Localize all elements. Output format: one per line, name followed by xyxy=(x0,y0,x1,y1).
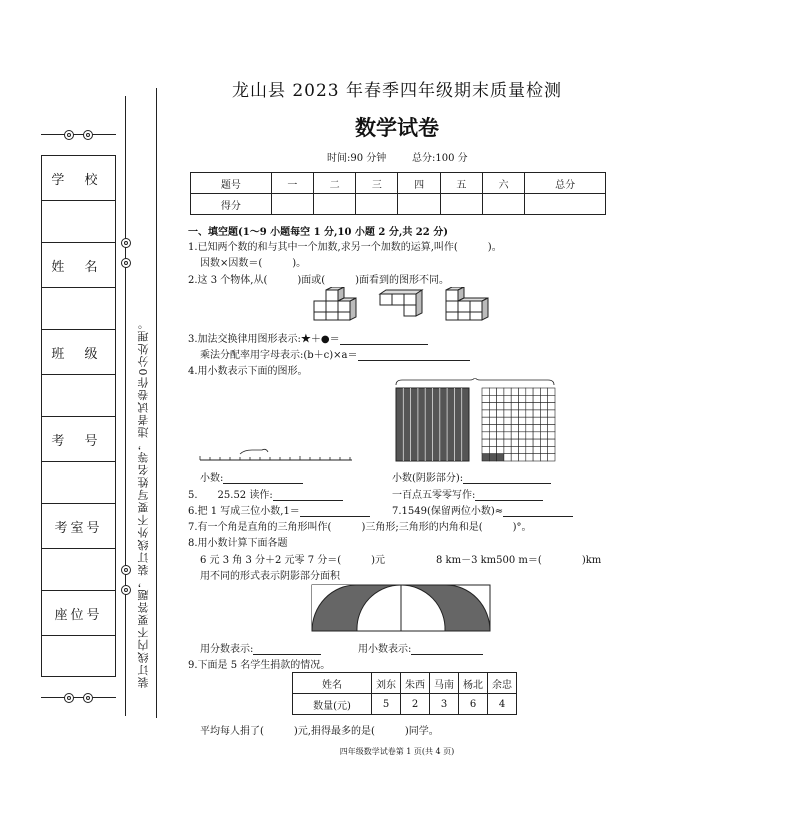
grid-cell xyxy=(533,388,540,395)
answer-blank[interactable] xyxy=(463,483,551,484)
binder-field-blank xyxy=(41,200,116,242)
question-6b-text: 7.1549(保留两位小数)≈ xyxy=(392,506,504,517)
shaded-area-figure xyxy=(311,584,491,632)
grid-cell xyxy=(533,417,540,424)
cube-figure-1 xyxy=(314,287,356,320)
binding-hole-icon xyxy=(121,238,131,248)
grid-cell xyxy=(489,439,496,446)
binder-field-seat xyxy=(41,590,116,635)
table-row xyxy=(293,694,517,715)
grid-cell xyxy=(548,417,555,424)
binder-field-blank xyxy=(41,287,116,329)
grid-cell xyxy=(526,446,533,453)
grid-cell xyxy=(511,425,518,432)
table-header-cell: 姓名 xyxy=(293,673,372,694)
question-3-text: 3.加法交换律用图形表示:★＋●＝ xyxy=(188,334,340,345)
grid-cell xyxy=(489,417,496,424)
answer-blank[interactable] xyxy=(300,516,370,517)
question-3 xyxy=(188,330,428,345)
grid-cell xyxy=(497,395,504,402)
question-5b xyxy=(392,486,543,501)
grid-cell xyxy=(504,454,511,461)
grid-cell xyxy=(489,410,496,417)
binder-field-label: 学 校 xyxy=(51,172,106,188)
grid-cell xyxy=(482,417,489,424)
grid-cell xyxy=(497,454,504,461)
score-input-cell[interactable] xyxy=(398,194,440,215)
grid-cell xyxy=(533,403,540,410)
binding-hole-icon xyxy=(121,258,131,268)
binder-field-school xyxy=(41,155,116,200)
exam-total-score: 总分:100 分 xyxy=(412,153,468,164)
hundredths-grid xyxy=(482,388,555,461)
grid-cell xyxy=(504,439,511,446)
grid-cell xyxy=(489,446,496,453)
question-4-left-label: 小数: xyxy=(200,473,224,484)
score-cell: 六 xyxy=(483,173,525,194)
grid-cell xyxy=(489,454,496,461)
grid-cell xyxy=(511,432,518,439)
grid-cell xyxy=(540,417,547,424)
grid-cell xyxy=(519,439,526,446)
grid-cell xyxy=(540,395,547,402)
grid-cell xyxy=(548,410,555,417)
score-input-cell[interactable] xyxy=(271,194,313,215)
grid-cell xyxy=(504,417,511,424)
question-4: 4.用小数表示下面的图形。 xyxy=(188,366,308,377)
table-header-cell: 杨北 xyxy=(459,673,488,694)
answer-blank[interactable] xyxy=(340,344,428,345)
question-8: 8.用小数计算下面各题 xyxy=(188,538,288,549)
grid-cell xyxy=(482,403,489,410)
grid-cell xyxy=(548,439,555,446)
grid-cell xyxy=(497,425,504,432)
grid-cell xyxy=(533,395,540,402)
grid-cell xyxy=(519,403,526,410)
question-6a-text: 6.把 1 写成三位小数,1＝ xyxy=(188,506,300,517)
page-footer: 四年级数学试卷第 1 页(共 4 页) xyxy=(339,747,455,756)
grid-cell xyxy=(526,439,533,446)
grid-cell xyxy=(548,395,555,402)
grid-cell xyxy=(497,388,504,395)
question-5a xyxy=(188,486,343,501)
binding-line xyxy=(156,88,157,718)
table-header-cell: 余忠 xyxy=(488,673,517,694)
grid-cell xyxy=(548,454,555,461)
score-table-row xyxy=(191,173,606,194)
binder-field-label: 班 级 xyxy=(51,346,106,362)
score-cell: 二 xyxy=(313,173,355,194)
binder-field-blank xyxy=(41,635,116,677)
binding-hole-icon xyxy=(121,585,131,595)
grid-cell xyxy=(482,446,489,453)
question-3b xyxy=(200,346,470,361)
answer-blank[interactable] xyxy=(475,500,543,501)
grid-cell xyxy=(540,410,547,417)
grid-cell xyxy=(526,454,533,461)
grid-cell xyxy=(497,446,504,453)
question-8d xyxy=(200,640,321,655)
table-cell: 3 xyxy=(430,694,459,715)
grid-cell xyxy=(511,439,518,446)
grid-cell xyxy=(548,446,555,453)
grid-cell xyxy=(511,417,518,424)
grid-cell xyxy=(504,395,511,402)
score-input-cell[interactable] xyxy=(483,194,525,215)
answer-blank[interactable] xyxy=(503,516,573,517)
score-input-cell[interactable] xyxy=(356,194,398,215)
score-cell: 四 xyxy=(398,173,440,194)
binder-bottom-ornament xyxy=(41,697,116,699)
grid-cell xyxy=(511,446,518,453)
binder-field-exam-no xyxy=(41,416,116,461)
grid-cell xyxy=(504,403,511,410)
answer-blank[interactable] xyxy=(358,360,470,361)
grid-cell xyxy=(497,403,504,410)
grid-cell xyxy=(504,432,511,439)
grid-cell xyxy=(482,439,489,446)
question-8e-text: 用小数表示: xyxy=(358,644,412,655)
grid-cell xyxy=(489,432,496,439)
donation-table xyxy=(292,672,517,715)
table-header-cell: 朱西 xyxy=(401,673,430,694)
question-8b: 8 km－3 km500 m＝( )km xyxy=(436,555,602,566)
cube-figures xyxy=(310,287,500,323)
grid-cell xyxy=(519,454,526,461)
question-4-right-label: 小数(阴影部分): xyxy=(392,473,464,484)
question-8a: 6 元 3 角 3 分＋2 元零 7 分＝( )元 xyxy=(200,555,386,566)
grid-cell xyxy=(504,425,511,432)
grid-cell xyxy=(526,410,533,417)
grid-cell xyxy=(511,403,518,410)
grid-cell xyxy=(540,388,547,395)
binder-ring-icon xyxy=(83,693,93,703)
score-cell: 题号 xyxy=(191,173,272,194)
grid-cell xyxy=(482,425,489,432)
exam-subject: 数学试卷 xyxy=(355,115,439,140)
grid-cell xyxy=(533,410,540,417)
answer-blank[interactable] xyxy=(223,483,303,484)
grid-cell xyxy=(482,410,489,417)
grid-cell xyxy=(482,395,489,402)
binder-field-label: 考室号 xyxy=(54,520,103,536)
grid-cell xyxy=(504,388,511,395)
grid-cell xyxy=(533,439,540,446)
striped-bars-figure xyxy=(392,378,558,464)
grid-cell xyxy=(511,410,518,417)
table-cell: 数量(元) xyxy=(293,694,372,715)
table-cell: 4 xyxy=(488,694,517,715)
grid-cell xyxy=(497,417,504,424)
question-9: 9.下面是 5 名学生捐款的情况。 xyxy=(188,660,331,671)
grid-cell xyxy=(489,388,496,395)
grid-cell xyxy=(540,446,547,453)
binder-ring-icon xyxy=(64,693,74,703)
question-4-left xyxy=(200,469,303,484)
question-1b: 因数×因数＝( )。 xyxy=(200,258,307,269)
question-8d-text: 用分数表示: xyxy=(200,644,254,655)
grid-cell xyxy=(526,395,533,402)
grid-cell xyxy=(548,432,555,439)
grid-cell xyxy=(526,417,533,424)
grid-cell xyxy=(548,425,555,432)
question-2: 2.这 3 个物体,从( )面或( )面看到的图形不同。 xyxy=(188,275,450,286)
grid-cell xyxy=(540,403,547,410)
score-cell: 五 xyxy=(440,173,482,194)
grid-cell xyxy=(540,439,547,446)
exam-title: 龙山县 2023 年春季四年级期末质量检测 xyxy=(231,81,563,101)
grid-cell xyxy=(489,403,496,410)
grid-cell xyxy=(519,432,526,439)
grid-cell xyxy=(526,388,533,395)
table-header-cell: 刘东 xyxy=(372,673,401,694)
binding-notice: 装订线内不要答题，装订线外不要写姓名等，违者试卷作0分处理。 xyxy=(137,317,150,688)
grid-cell xyxy=(519,410,526,417)
cube-figure-3 xyxy=(446,287,488,320)
grid-cell xyxy=(497,410,504,417)
exam-time: 时间:90 分钟 xyxy=(327,153,387,164)
answer-blank[interactable] xyxy=(253,654,321,655)
question-8e xyxy=(358,640,483,655)
grid-cell xyxy=(511,388,518,395)
binder-field-label: 座位号 xyxy=(54,607,103,623)
score-input-cell[interactable] xyxy=(313,194,355,215)
question-5b-text: 一百点五零零写作: xyxy=(392,490,476,501)
cube-figure-2 xyxy=(380,290,422,316)
binder-field-class xyxy=(41,329,116,374)
table-cell: 2 xyxy=(401,694,430,715)
binder-field-label: 考 号 xyxy=(51,433,106,449)
grid-cell xyxy=(526,432,533,439)
grid-cell xyxy=(511,395,518,402)
grid-cell xyxy=(497,439,504,446)
binding-line xyxy=(125,96,126,716)
grid-cell xyxy=(533,432,540,439)
binder-field-room xyxy=(41,503,116,548)
grid-cell xyxy=(526,403,533,410)
question-8c: 用不同的形式表示阴影部分面积 xyxy=(200,571,340,582)
grid-cell xyxy=(504,446,511,453)
tenths-bars xyxy=(396,388,469,461)
grid-cell xyxy=(533,425,540,432)
question-5a-text: 5. 25.52 读作: xyxy=(188,490,273,501)
grid-cell xyxy=(482,388,489,395)
grid-cell xyxy=(548,388,555,395)
grid-cell xyxy=(519,417,526,424)
grid-cell xyxy=(519,395,526,402)
table-row xyxy=(293,673,517,694)
grid-cell xyxy=(489,425,496,432)
question-6a xyxy=(188,502,370,517)
grid-cell xyxy=(482,432,489,439)
grid-cell xyxy=(497,432,504,439)
grid-cell xyxy=(526,425,533,432)
grid-cell xyxy=(548,403,555,410)
score-cell: 三 xyxy=(356,173,398,194)
grid-cell xyxy=(519,446,526,453)
score-table-row xyxy=(191,194,606,215)
table-cell: 6 xyxy=(459,694,488,715)
score-input-cell[interactable] xyxy=(440,194,482,215)
score-cell: 得分 xyxy=(191,194,272,215)
question-9-answer: 平均每人捐了( )元,捐得最多的是( )同学。 xyxy=(200,726,439,737)
number-line-figure xyxy=(196,446,356,466)
binder-field-label: 姓 名 xyxy=(51,259,106,275)
score-table xyxy=(190,172,606,215)
grid-cell xyxy=(533,454,540,461)
question-7: 7.有一个角是直角的三角形叫作( )三角形;三角形的内角和是( )°。 xyxy=(188,522,532,533)
grid-cell xyxy=(540,454,547,461)
question-1: 1.已知两个数的和与其中一个加数,求另一个加数的运算,叫作( )。 xyxy=(188,242,502,253)
question-6b xyxy=(392,502,573,517)
binder-field-blank xyxy=(41,461,116,503)
answer-blank[interactable] xyxy=(273,500,343,501)
grid-cell xyxy=(533,446,540,453)
binding-hole-icon xyxy=(121,565,131,575)
score-cell: 一 xyxy=(271,173,313,194)
question-3b-text: 乘法分配率用字母表示:(b＋c)×a＝ xyxy=(200,350,358,361)
answer-blank[interactable] xyxy=(411,654,483,655)
grid-cell xyxy=(504,410,511,417)
binder-field-blank xyxy=(41,374,116,416)
binder-field-blank xyxy=(41,548,116,590)
grid-cell xyxy=(519,425,526,432)
grid-cell xyxy=(519,388,526,395)
table-cell: 5 xyxy=(372,694,401,715)
grid-cell xyxy=(540,425,547,432)
grid-cell xyxy=(511,454,518,461)
question-4-right xyxy=(392,469,551,484)
grid-cell xyxy=(540,432,547,439)
grid-cell xyxy=(489,395,496,402)
score-input-cell[interactable] xyxy=(525,194,606,215)
grid-cell xyxy=(482,454,489,461)
section-heading: 一、填空题(1～9 小题每空 1 分,10 小题 2 分,共 22 分) xyxy=(188,227,448,238)
binder-field-name xyxy=(41,242,116,287)
table-header-cell: 马南 xyxy=(430,673,459,694)
score-cell: 总分 xyxy=(525,173,606,194)
